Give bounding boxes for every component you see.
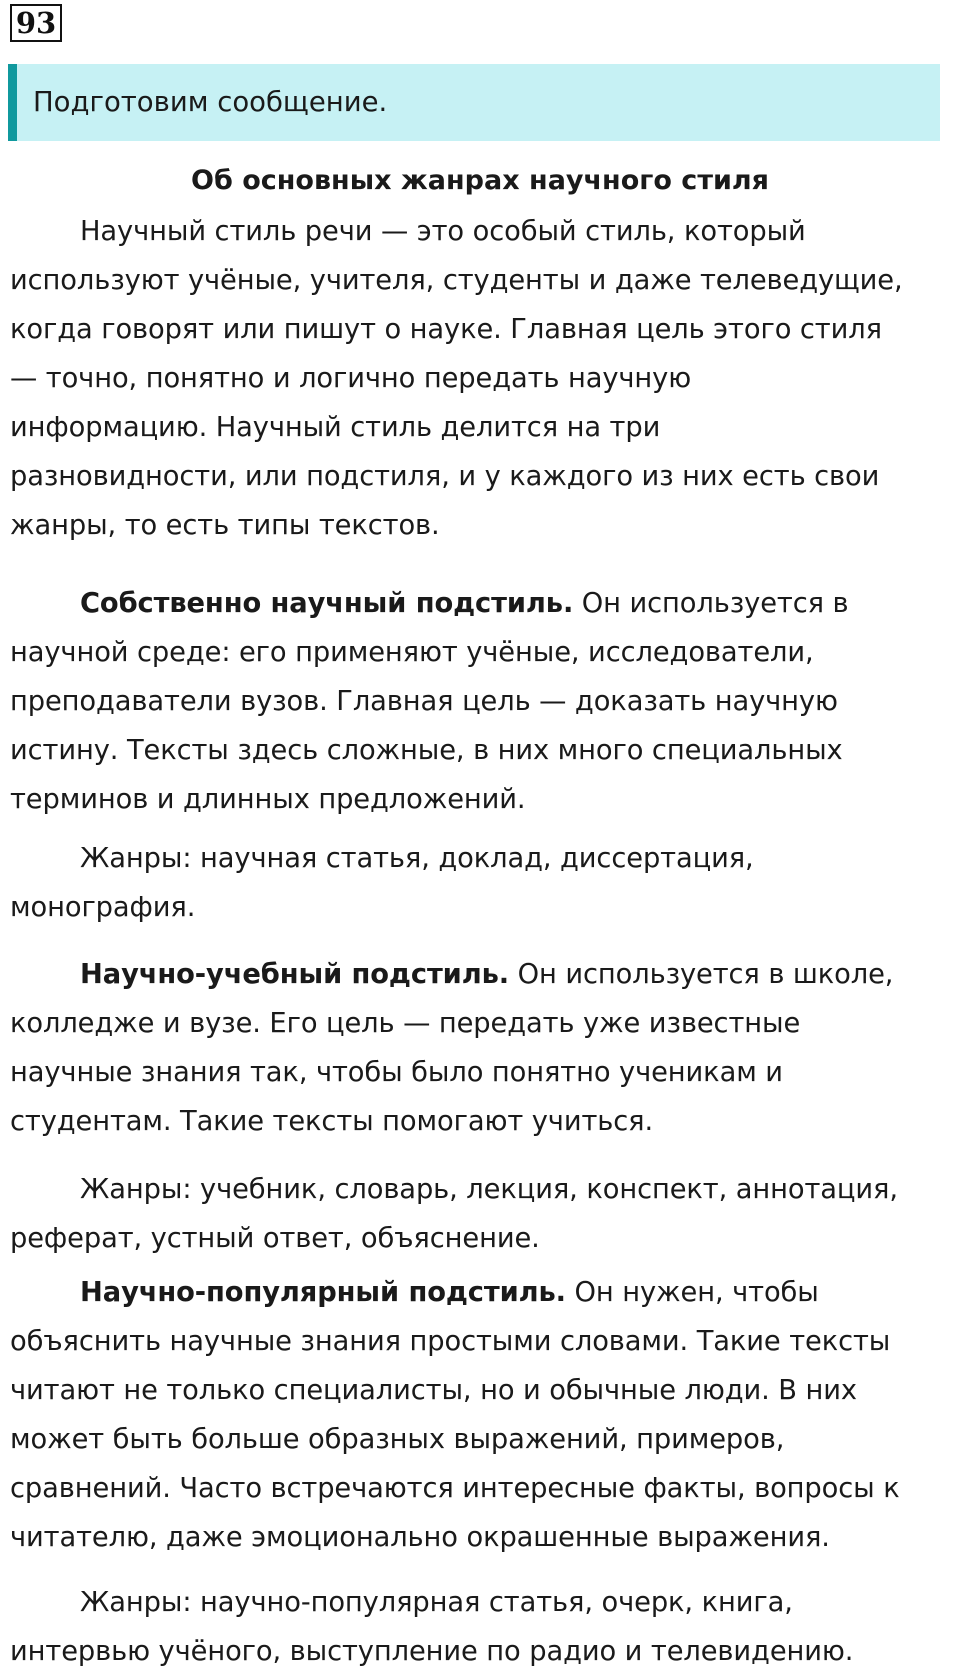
text-line: жанры, то есть типы текстов. (10, 510, 440, 541)
text-line: — точно, понятно и логично передать научную (10, 363, 692, 394)
instruction-banner (8, 64, 940, 141)
text-fragment: Он используется в школе, (509, 959, 894, 990)
text-line: когда говорят или пишут о науке. Главная цель этого стиля (10, 314, 882, 345)
text-line: Жанры: научная статья, доклад, диссертация, (80, 843, 754, 874)
instruction-text: Подготовим сообщение. (33, 86, 388, 118)
substyle-heading: Научно-учебный подстиль. (80, 959, 510, 990)
text-line: используют учёные, учителя, студенты и даже телеведущие, (10, 265, 903, 296)
text-line: объяснить научные знания простыми словами. Такие тексты (10, 1326, 891, 1357)
text-line: истину. Тексты здесь сложные, в них много специальных (10, 735, 843, 766)
paragraph-educational-substyle (10, 950, 955, 1146)
text-fragment: Он нужен, чтобы (565, 1277, 819, 1308)
paragraph-popular-substyle (10, 1268, 955, 1562)
paragraph-scientific-substyle (10, 579, 955, 824)
paragraph-intro (10, 207, 955, 550)
text-line: читают не только специалисты, но и обычные люди. В них (10, 1375, 857, 1406)
paragraph-genres-popular (10, 1578, 955, 1676)
text-line: научной среде: его применяют учёные, исследователи, (10, 637, 814, 668)
essay-title: Об основных жанрах научного стиля (191, 165, 769, 196)
paragraph-genres-educational (10, 1165, 955, 1263)
text-line: Научный стиль речи — это особый стиль, который (80, 216, 806, 247)
paragraph-genres-scientific (10, 834, 955, 932)
text-line: терминов и длинных предложений. (10, 784, 526, 815)
text-line: студентам. Такие тексты помогают учиться. (10, 1106, 654, 1137)
text-line: колледже и вузе. Его цель — передать уже известные (10, 1008, 801, 1039)
text-line: научные знания так, чтобы было понятно ученикам и (10, 1057, 783, 1088)
text-line: может быть больше образных выражений, примеров, (10, 1424, 785, 1455)
text-line (10, 1268, 955, 1317)
text-line: разновидности, или подстиля, и у каждого из них есть свои (10, 461, 880, 492)
text-line: интервью учёного, выступление по радио и телевидению. (10, 1636, 854, 1667)
substyle-heading: Собственно научный подстиль. (80, 588, 574, 619)
text-fragment: Он используется в (573, 588, 849, 619)
text-line: преподаватели вузов. Главная цель — доказать научную (10, 686, 838, 717)
text-line (10, 579, 955, 628)
text-line: информацию. Научный стиль делится на три (10, 412, 661, 443)
text-line (10, 950, 955, 999)
text-line: сравнений. Часто встречаются интересные факты, вопросы к (10, 1473, 900, 1504)
text-line: Жанры: научно-популярная статья, очерк, книга, (80, 1587, 793, 1618)
text-line: монография. (10, 892, 196, 923)
text-line: читателю, даже эмоционально окрашенные выражения. (10, 1522, 830, 1553)
text-line: Жанры: учебник, словарь, лекция, конспект, аннотация, (80, 1174, 898, 1205)
task-number: 93 (10, 4, 62, 42)
text-line: реферат, устный ответ, объяснение. (10, 1223, 540, 1254)
substyle-heading: Научно-популярный подстиль. (80, 1277, 566, 1308)
